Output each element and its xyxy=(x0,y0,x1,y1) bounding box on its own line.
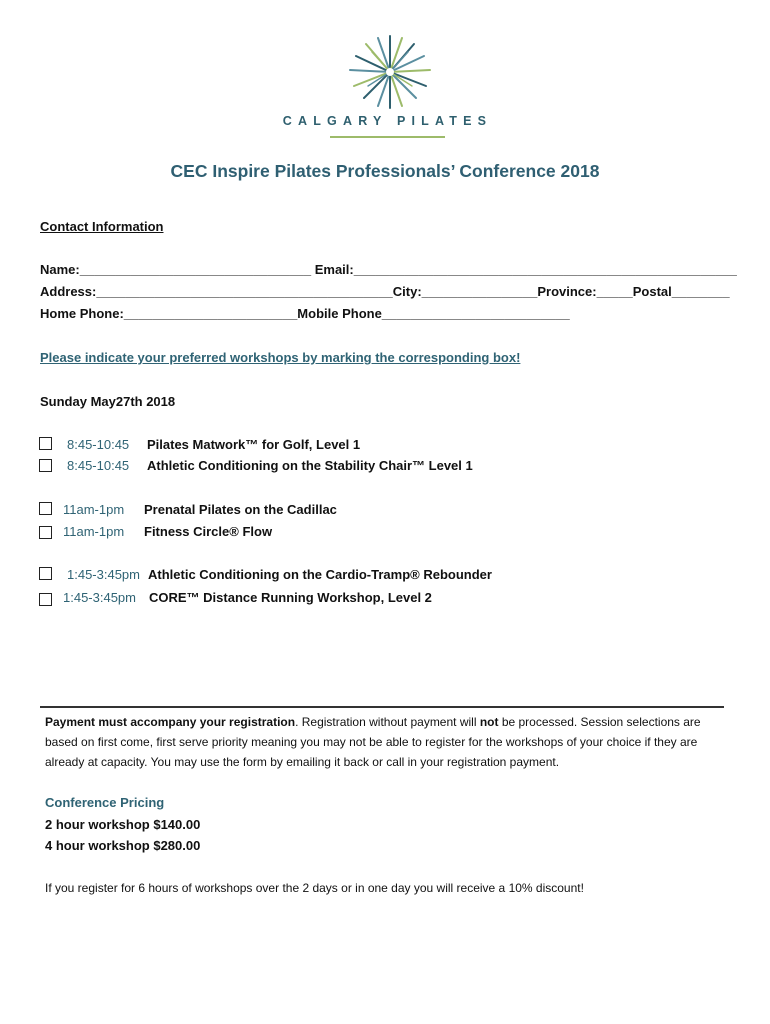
price-item: 4 hour workshop $280.00 xyxy=(45,838,201,853)
workshop-checkbox-3[interactable] xyxy=(39,502,52,515)
payment-notice-not: not xyxy=(479,715,499,729)
address-field[interactable]: Address:_________________________________________City:________________Province:_____Postal________ xyxy=(40,284,730,299)
day-heading: Sunday May27th 2018 xyxy=(40,394,176,409)
section-divider xyxy=(40,706,724,708)
workshop-time: 8:45-10:45 xyxy=(67,437,130,452)
logo-wordmark: CALGARY PILATES xyxy=(282,114,493,128)
workshop-checkbox-1[interactable] xyxy=(39,437,52,450)
workshop-time: 1:45-3:45pm xyxy=(63,590,136,605)
payment-notice-lead: Payment must accompany your registration xyxy=(45,715,296,729)
workshop-checkbox-4[interactable] xyxy=(39,526,52,539)
workshop-title: CORE™ Distance Running Workshop, Level 2 xyxy=(149,590,432,605)
payment-notice-text-a: . Registration without payment will xyxy=(295,715,480,729)
workshop-checkbox-5[interactable] xyxy=(39,567,52,580)
starburst-logo-icon xyxy=(340,28,440,112)
pricing-heading: Conference Pricing xyxy=(45,795,165,810)
payment-notice-text-b: be processed. Session selections are based on first come, first serve priority meaning you may not be able to register for the workshops of your choice if they are already at capacity. You may use the form by emailing it back or call in your registration payment. xyxy=(45,715,701,769)
workshop-title: Prenatal Pilates on the Cadillac xyxy=(144,502,337,517)
workshop-time: 11am-1pm xyxy=(63,524,125,539)
phone-field[interactable]: Home Phone:________________________Mobile Phone__________________________ xyxy=(40,306,570,321)
calgary-pilates-logo xyxy=(280,28,495,140)
workshop-checkbox-2[interactable] xyxy=(39,459,52,472)
name-email-field[interactable]: Name:________________________________ Email:_____________________________________________________ xyxy=(40,262,737,277)
workshop-instruction: Please indicate your preferred workshops by marking the corresponding box! xyxy=(40,350,521,365)
payment-notice xyxy=(45,712,730,772)
logo-underline xyxy=(330,136,445,138)
workshop-time: 1:45-3:45pm xyxy=(67,567,140,582)
workshop-time: 11am-1pm xyxy=(63,502,125,517)
contact-heading: Contact Information xyxy=(40,219,164,234)
workshop-title: Pilates Matwork™ for Golf, Level 1 xyxy=(147,437,361,452)
workshop-title: Fitness Circle® Flow xyxy=(144,524,273,539)
page-title: CEC Inspire Pilates Professionals’ Conference 2018 xyxy=(170,161,600,181)
workshop-checkbox-6[interactable] xyxy=(39,593,52,606)
workshop-title: Athletic Conditioning on the Stability Chair™ Level 1 xyxy=(147,458,473,473)
workshop-title: Athletic Conditioning on the Cardio-Tramp® Rebounder xyxy=(148,567,492,582)
workshop-time: 8:45-10:45 xyxy=(67,458,130,473)
price-item: 2 hour workshop $140.00 xyxy=(45,817,201,832)
discount-note: If you register for 6 hours of workshops over the 2 days or in one day you will receive a 10% discount! xyxy=(45,881,584,895)
